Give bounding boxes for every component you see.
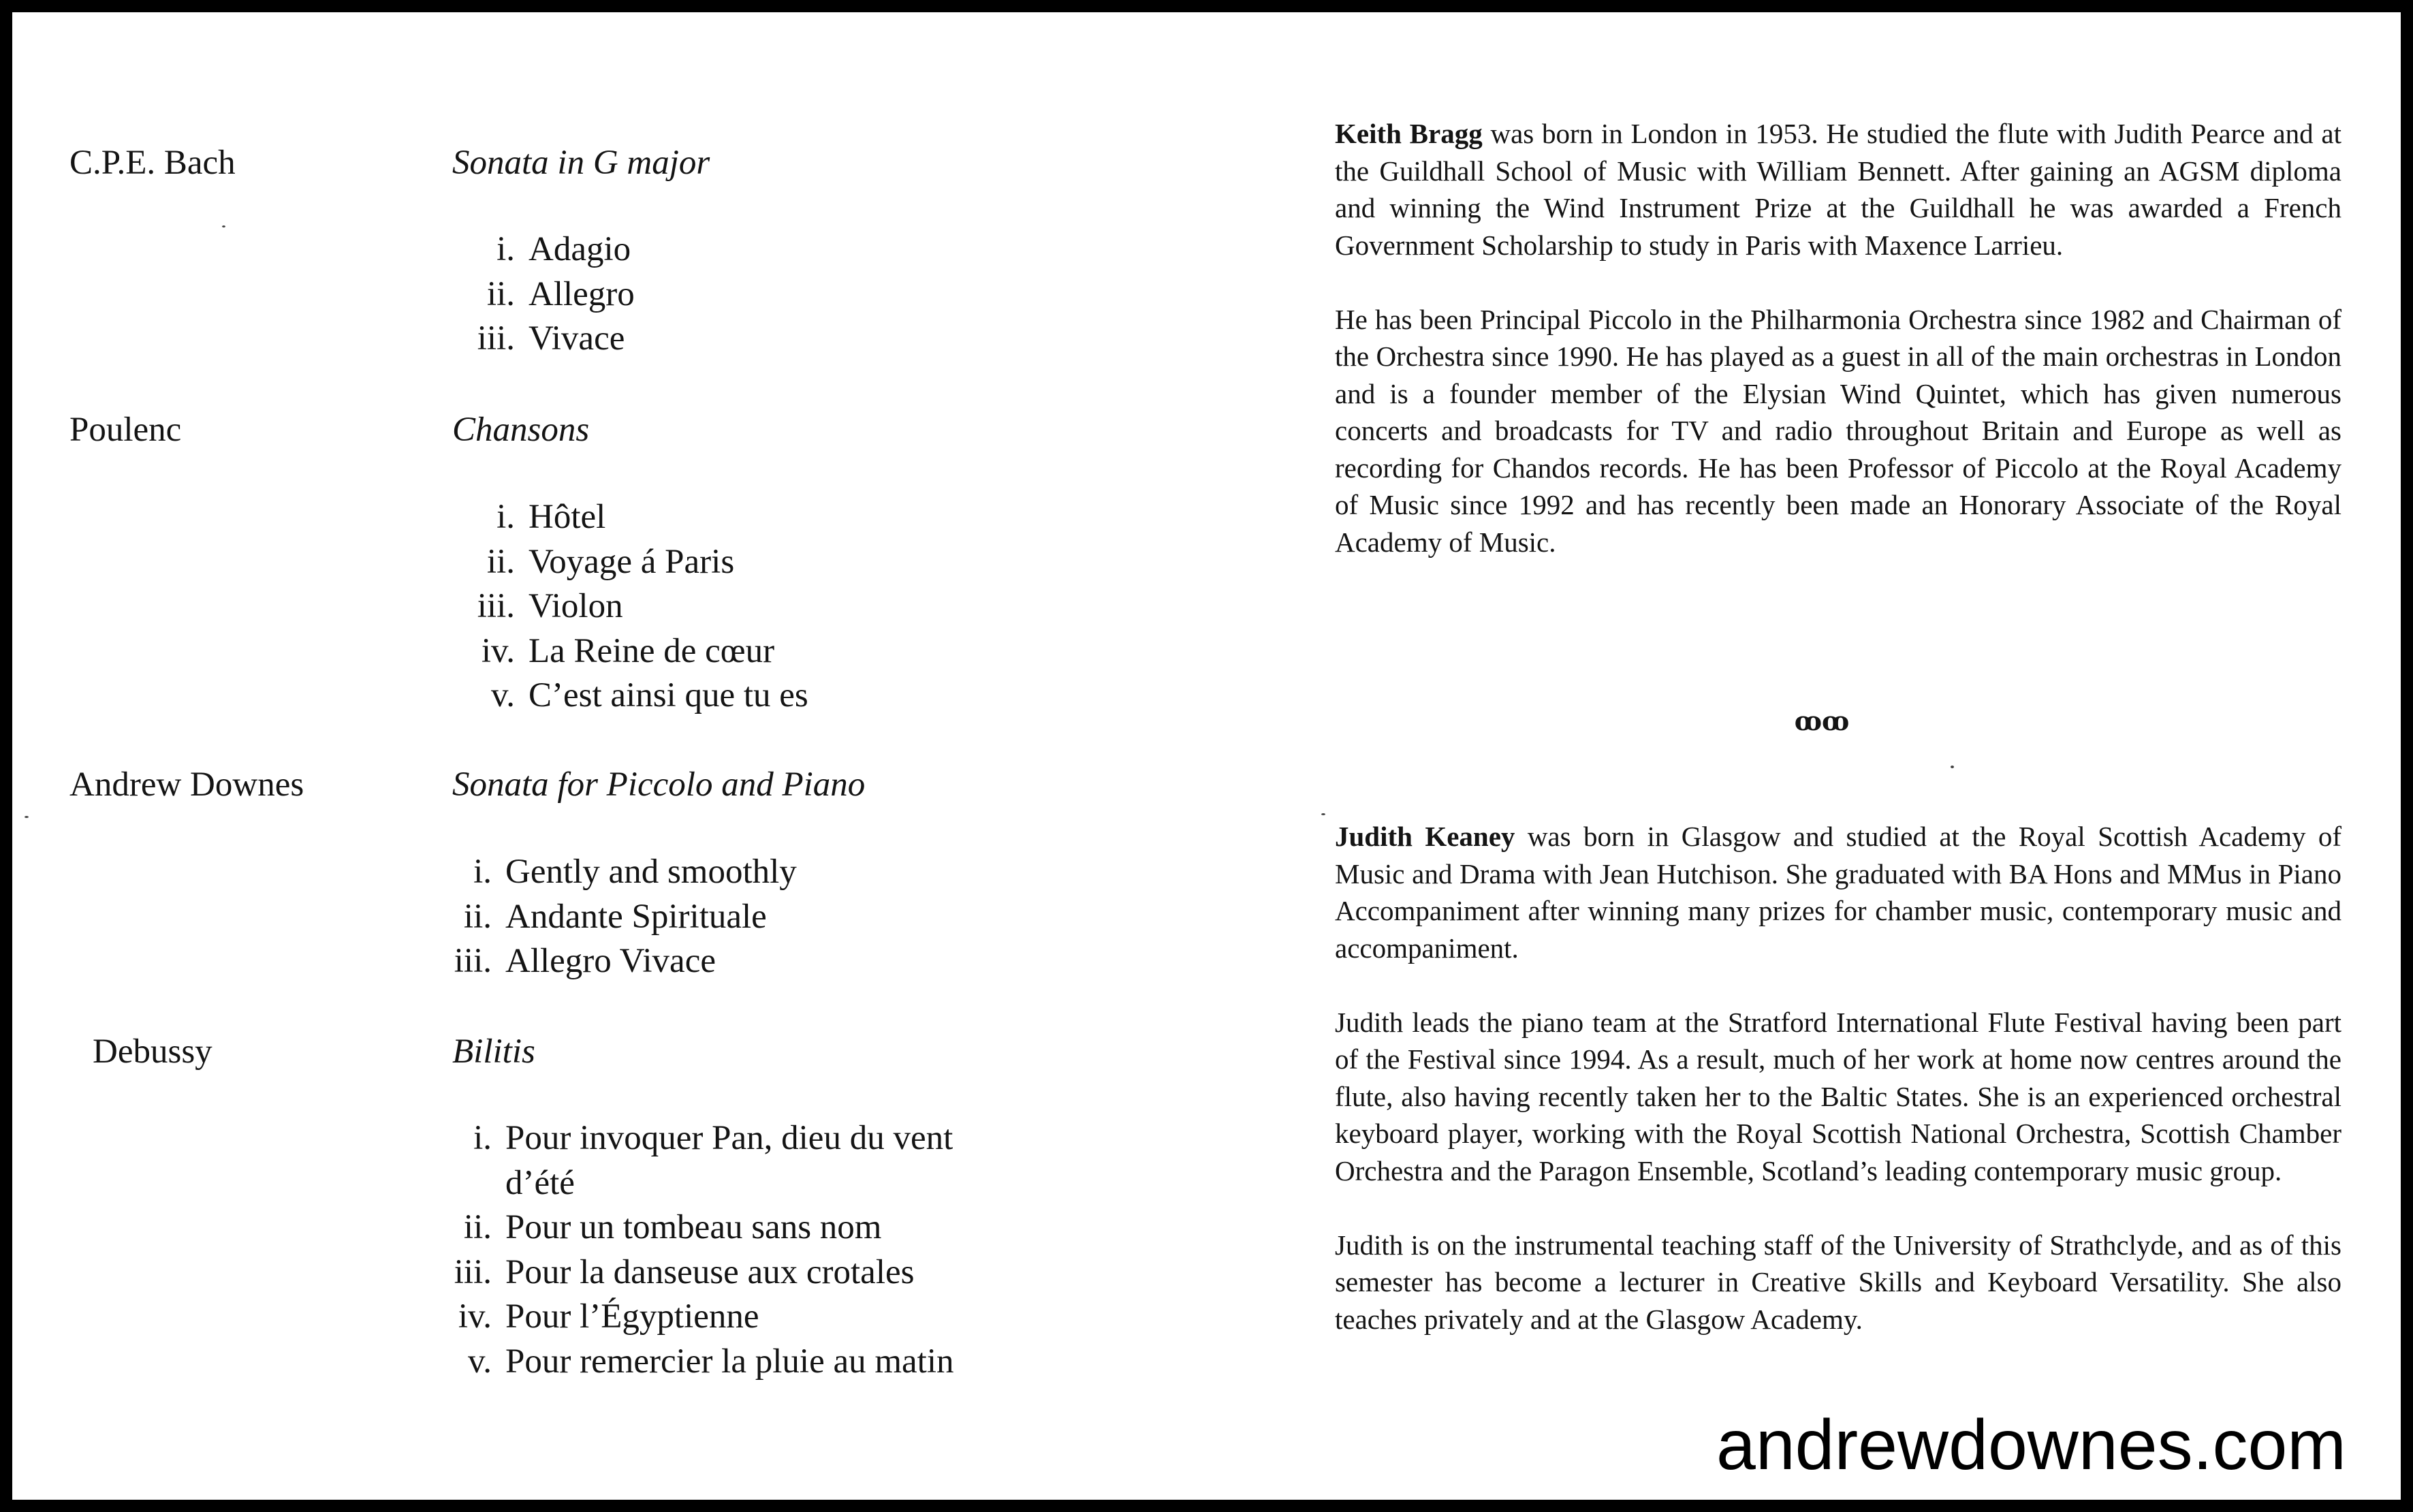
bio-paragraph bbox=[1335, 115, 2341, 264]
biography-judith-keaney bbox=[1335, 818, 2341, 1338]
composer-cpe-bach: C.P.E. Bach bbox=[69, 144, 236, 182]
bio-name: Keith Bragg bbox=[1335, 118, 1483, 149]
movement-numeral: iii. bbox=[454, 942, 492, 980]
work-title-sonata-for-piccolo-and-piano: Sonata for Piccolo and Piano bbox=[452, 766, 866, 804]
movement-title-continuation: d’été bbox=[505, 1163, 575, 1202]
movement-numeral: i. bbox=[496, 498, 515, 536]
scan-speck bbox=[222, 225, 225, 227]
movement-title: Hôtel bbox=[529, 498, 606, 536]
biography-keith-bragg bbox=[1335, 115, 2341, 561]
composer-andrew-downes: Andrew Downes bbox=[69, 766, 304, 804]
movement-numeral: iv. bbox=[481, 631, 515, 670]
movement-item bbox=[452, 227, 635, 272]
movement-numeral: v. bbox=[491, 676, 515, 714]
movement-title: C’est ainsi que tu es bbox=[529, 676, 808, 714]
movement-list-cpe-bach bbox=[452, 227, 635, 362]
movement-item bbox=[429, 895, 797, 940]
movement-title: Adagio bbox=[529, 230, 631, 268]
movement-title: Voyage á Paris bbox=[529, 542, 735, 581]
scan-speck bbox=[25, 816, 29, 818]
movement-numeral: iv. bbox=[458, 1297, 492, 1336]
bio-paragraph: Judith leads the piano team at the Stratford International Flute Festival having been part of the Festival since 1994. As a result, much of her work at home now centres around the flute, also having recently taken her to the Baltic States. She is an experienced orchestral keyboard player, working with the Royal Scottish National Orchestra, Scottish Chamber Orchestra and the Paragon Ensemble, Scotland’s leading contemporary music group. bbox=[1335, 1006, 2341, 1186]
work-title-bilitis: Bilitis bbox=[452, 1033, 535, 1071]
movement-item bbox=[429, 1250, 954, 1295]
movement-title: Allegro bbox=[529, 274, 635, 313]
bio-text: was born in London in 1953. He studied the flute with Judith Pearce and at the Guildhall School of Music with William Bennett. After gaining an AGSM diploma and winning the Wind Instrument Prize at the Guildhall he was awarded a French Government Scholarship to study in Paris with Maxence Larrieu. bbox=[1335, 118, 2342, 261]
movement-item bbox=[452, 495, 808, 540]
movement-item bbox=[452, 674, 808, 719]
section-divider-ornament: ꝏꝏ bbox=[1794, 708, 1850, 736]
movement-item bbox=[452, 272, 635, 317]
movement-item bbox=[429, 939, 797, 984]
work-title-sonata-in-g-major: Sonata in G major bbox=[452, 144, 710, 182]
bio-paragraph: Judith is on the instrumental teaching staff of the University of Strathclyde, and as of this semester has become a lecturer in Creative Skills and Keyboard Versatility. She also teaches privately and at the Glasgow Academy. bbox=[1335, 1229, 2341, 1335]
movement-list-andrew-downes bbox=[429, 850, 797, 984]
movement-item bbox=[429, 1340, 954, 1385]
composer-poulenc: Poulenc bbox=[69, 411, 182, 449]
movement-title: La Reine de cœur bbox=[529, 631, 775, 670]
movement-list-debussy bbox=[429, 1116, 954, 1384]
movement-title: Andante Spirituale bbox=[505, 897, 767, 936]
movement-item bbox=[429, 850, 797, 895]
bio-paragraph bbox=[1335, 818, 2341, 966]
movement-item bbox=[452, 317, 635, 362]
movement-numeral: ii. bbox=[463, 1208, 492, 1246]
movement-numeral: iii. bbox=[454, 1253, 492, 1291]
movement-title: Pour l’Égyptienne bbox=[505, 1297, 759, 1336]
movement-title: Pour un tombeau sans nom bbox=[505, 1208, 882, 1246]
movement-title: Pour remercier la pluie au matin bbox=[505, 1342, 954, 1381]
movement-numeral: iii. bbox=[477, 319, 515, 358]
movement-numeral: ii. bbox=[463, 897, 492, 936]
scan-speck bbox=[1951, 766, 1954, 768]
movement-item bbox=[429, 1116, 954, 1206]
work-title-chansons: Chansons bbox=[452, 411, 590, 449]
movement-numeral: iii. bbox=[477, 587, 515, 625]
movement-title: Pour invoquer Pan, dieu du vent bbox=[505, 1119, 953, 1157]
movement-title: Pour la danseuse aux crotales bbox=[505, 1253, 915, 1291]
movement-item bbox=[452, 629, 808, 674]
movement-title: Allegro Vivace bbox=[505, 942, 716, 980]
movement-list-poulenc bbox=[452, 495, 808, 719]
bio-paragraph: He has been Principal Piccolo in the Philharmonia Orchestra since 1982 and Chairman of the Orchestra since 1990. He has played as a guest in all of the main orchestras in London and is a founder member of the Elysian Wind Quintet, which has given numerous concerts and broadcasts for TV and radio throughout Britain and Europe as well as recording for Chandos records. He has been Professor of Piccolo at the Royal Academy of Music since 1992 and has recently been made an Honorary Associate of the Royal Academy of Music. bbox=[1335, 303, 2341, 558]
movement-title-wrapped bbox=[505, 1116, 953, 1206]
movement-item bbox=[452, 540, 808, 585]
movement-item bbox=[452, 584, 808, 629]
movement-numeral: ii. bbox=[486, 542, 515, 581]
movement-title: Gently and smoothly bbox=[505, 853, 797, 891]
movement-numeral: i. bbox=[473, 853, 492, 891]
movement-numeral: ii. bbox=[486, 274, 515, 313]
movement-title: Vivace bbox=[529, 319, 625, 358]
movement-title: Violon bbox=[529, 587, 623, 625]
movement-numeral: v. bbox=[468, 1342, 492, 1381]
bio-text: was born in Glasgow and studied at the Royal Scottish Academy of Music and Drama with Jean Hutchison. She graduated with BA Hons and MMus in Piano Accompaniment after winning many prizes for chamber music, contemporary music and accompaniment. bbox=[1335, 821, 2341, 964]
movement-item bbox=[429, 1206, 954, 1250]
website-watermark: andrewdownes.com bbox=[1716, 1406, 2346, 1485]
bio-name: Judith Keaney bbox=[1335, 821, 1515, 852]
movement-numeral: i. bbox=[496, 230, 515, 268]
movement-numeral: i. bbox=[473, 1119, 492, 1157]
movement-item bbox=[429, 1295, 954, 1340]
programme-page bbox=[12, 12, 2401, 1500]
composer-debussy: Debussy bbox=[93, 1033, 212, 1071]
scan-speck bbox=[1321, 813, 1325, 815]
